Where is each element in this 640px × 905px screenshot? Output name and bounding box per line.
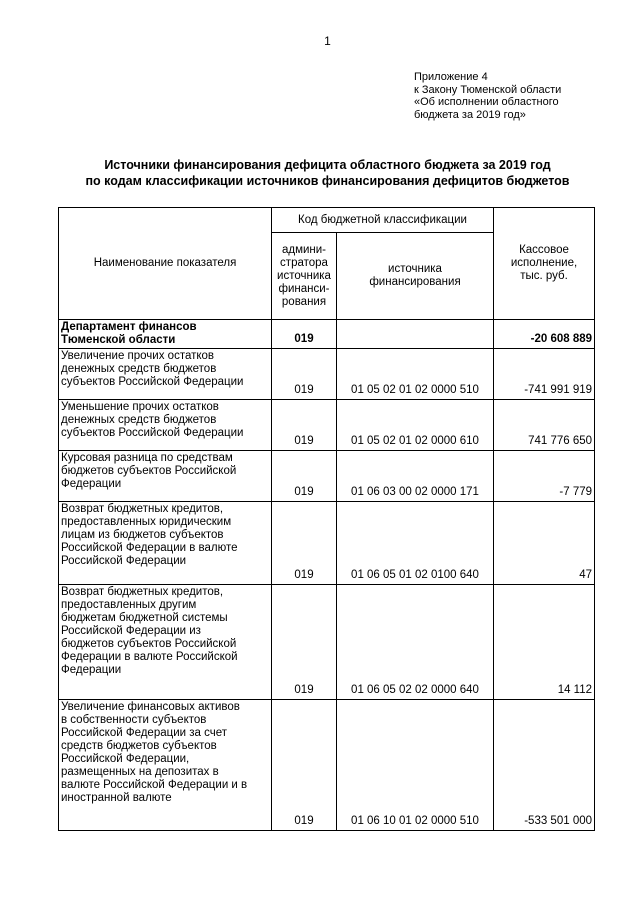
header-source: источника финансирования (337, 233, 494, 320)
header-value: Кассовое исполнение, тыс. руб. (494, 208, 595, 320)
appendix-line: к Закону Тюменской области (414, 83, 562, 96)
row-source-cell: 01 05 02 01 02 0000 510 (337, 349, 494, 400)
appendix-note (414, 71, 561, 121)
table-row (59, 700, 595, 831)
appendix-line: бюджета за 2019 год» (414, 108, 526, 121)
row-value-cell: 14 112 (494, 585, 595, 700)
row-name-cell: Уменьшение прочих остатков денежных средств бюджетов субъектов Российской Федерации (59, 400, 272, 451)
document-title (0, 157, 640, 189)
row-value-cell: 47 (494, 502, 595, 585)
row-source-cell: 01 06 05 02 02 0000 640 (337, 585, 494, 700)
title-line-1: Источники финансирования дефицита областного бюджета за 2019 год (104, 158, 551, 172)
row-name-cell: Возврат бюджетных кредитов, предоставленных юридическим лицам из бюджетов субъектов Российской Федерации в валюте Российской Федерации (59, 502, 272, 585)
row-value-cell: -7 779 (494, 451, 595, 502)
row-source-cell: 01 06 03 00 02 0000 171 (337, 451, 494, 502)
header-code-group: Код бюджетной классификации (272, 208, 494, 233)
title-line-2: по кодам классификации источников финансирования дефицитов бюджетов (85, 174, 570, 188)
row-source-cell: 01 06 05 01 02 0100 640 (337, 502, 494, 585)
row-name-cell: Увеличение финансовых активов в собственности субъектов Российской Федерации за счет средств бюджетов субъектов Российской Федерации, размещенных на депозитах в валюте Российской Федерации и в иностранной валюте (59, 700, 272, 831)
page-number: 1 (324, 34, 331, 48)
table-row (59, 320, 595, 349)
row-source-cell: 01 06 10 01 02 0000 510 (337, 700, 494, 831)
row-source-cell (337, 320, 494, 349)
row-admin-cell: 019 (272, 451, 337, 502)
table-row (59, 400, 595, 451)
appendix-line: Приложение 4 (414, 71, 488, 83)
header-name: Наименование показателя (59, 208, 272, 320)
row-admin-cell: 019 (272, 585, 337, 700)
row-admin-cell: 019 (272, 400, 337, 451)
row-name-cell: Курсовая разница по средствам бюджетов субъектов Российской Федерации (59, 451, 272, 502)
appendix-line: «Об исполнении областного (414, 96, 559, 108)
financing-sources-table (58, 207, 595, 831)
row-source-cell: 01 05 02 01 02 0000 610 (337, 400, 494, 451)
row-name-cell: Увеличение прочих остатков денежных средств бюджетов субъектов Российской Федерации (59, 349, 272, 400)
row-value-cell: 741 776 650 (494, 400, 595, 451)
table-body (59, 320, 595, 831)
row-name-cell: Департамент финансов Тюменской области (59, 320, 272, 349)
row-value-cell: -741 991 919 (494, 349, 595, 400)
row-value-cell: -20 608 889 (494, 320, 595, 349)
table-row (59, 585, 595, 700)
row-admin-cell: 019 (272, 349, 337, 400)
header-admin: админи- стратора источника финанси- рования (272, 233, 337, 320)
row-admin-cell: 019 (272, 320, 337, 349)
row-name-cell: Возврат бюджетных кредитов, предоставленных другим бюджетам бюджетной системы Российской Федерации из бюджетов субъектов Российской Федерации в валюте Российской Федерации (59, 585, 272, 700)
table-row (59, 502, 595, 585)
table-row (59, 349, 595, 400)
table-row (59, 451, 595, 502)
row-admin-cell: 019 (272, 502, 337, 585)
row-value-cell: -533 501 000 (494, 700, 595, 831)
row-admin-cell: 019 (272, 700, 337, 831)
